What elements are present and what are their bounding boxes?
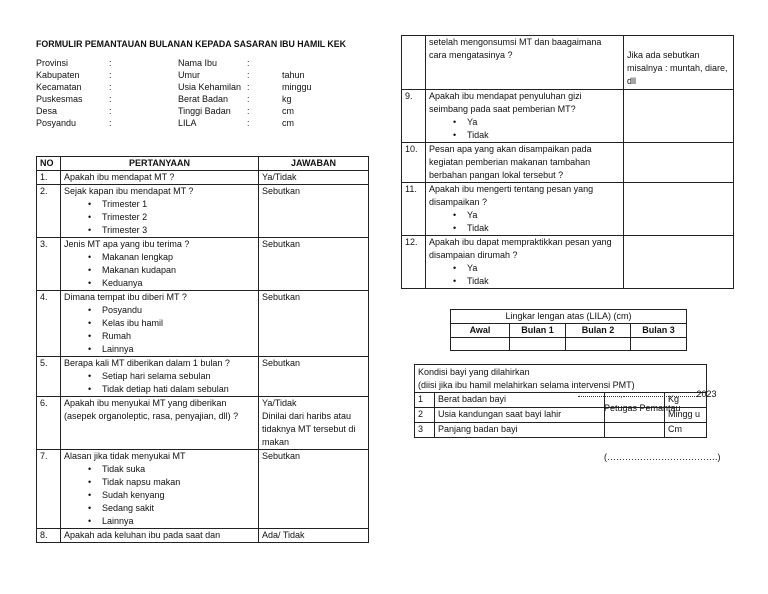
table-row (37, 238, 369, 291)
baby-value-cell[interactable] (605, 423, 665, 438)
question-text: Pesan apa yang akan disampaikan pada kegiatan pemberian makanan tambahan berbahan pangan lokal tersebut ? (429, 144, 592, 180)
answer-cell[interactable] (259, 238, 369, 291)
table-row (402, 143, 734, 183)
question-text: Alasan jika tidak menyukai MT (64, 451, 186, 461)
option-list (64, 370, 255, 396)
row-number: 2. (37, 185, 61, 238)
table-row (402, 183, 734, 236)
option-item: • Trimester 3 (88, 224, 255, 237)
baby-title-line1: Kondisi bayi yang dilahirkan (418, 367, 530, 377)
table-row (37, 397, 369, 450)
answer-cell[interactable] (259, 529, 369, 543)
row-number: 3 (415, 423, 435, 438)
identity-row (36, 81, 156, 93)
option-item: • Ya (453, 209, 620, 222)
lila-title-row (451, 310, 687, 324)
identity-row (36, 93, 156, 105)
table-row (402, 90, 734, 143)
answer-text: Sebutkan (262, 292, 301, 302)
question-cell (426, 183, 624, 236)
identity-row (36, 69, 156, 81)
answer-cell[interactable] (259, 397, 369, 450)
identity-colon: : (247, 118, 250, 128)
answer-cell[interactable] (259, 450, 369, 529)
identity-unit: kg (282, 94, 292, 104)
question-cell (61, 529, 259, 543)
option-item: • Rumah (88, 330, 255, 343)
identity-label: Puskesmas (36, 94, 83, 104)
table-row (37, 291, 369, 357)
baby-unit: Cm (665, 423, 707, 438)
identity-row (36, 105, 156, 117)
answer-cell[interactable] (259, 291, 369, 357)
identity-colon: : (247, 94, 250, 104)
option-item: • Keduanya (88, 277, 255, 290)
identity-colon: : (109, 94, 112, 104)
identity-label: Provinsi (36, 58, 69, 68)
question-text: Berapa kali MT diberikan dalam 1 bulan ? (64, 358, 230, 368)
identity-row (36, 57, 156, 69)
answer-cell[interactable] (259, 171, 369, 185)
table-row (37, 529, 369, 543)
identity-colon: : (109, 82, 112, 92)
lila-header: Bulan 3 (631, 324, 687, 338)
table-row (37, 357, 369, 397)
row-number: 12. (402, 236, 426, 289)
option-item: • Tidak napsu makan (88, 476, 255, 489)
identity-label: Kecamatan (36, 82, 82, 92)
lila-header: Bulan 1 (510, 324, 566, 338)
row-number: 9. (402, 90, 426, 143)
option-item: • Tidak detiap hati dalam sebulan (88, 383, 255, 396)
question-cell (61, 238, 259, 291)
question-table-left (36, 156, 369, 543)
identity-row (178, 81, 338, 93)
question-cell (426, 90, 624, 143)
identity-label: Tinggi Badan (178, 106, 231, 116)
question-text: Apakah ibu mendapat penyuluhan gizi seimbang pada saat pemberian MT? (429, 91, 582, 114)
option-item: • Tidak (453, 275, 620, 288)
answer-cell[interactable] (624, 90, 734, 143)
option-list (64, 251, 255, 290)
table-header-row (37, 157, 369, 171)
answer-text: Sebutkan (262, 451, 301, 461)
option-item: • Lainnya (88, 343, 255, 356)
lila-title: Lingkar lengan atas (LILA) (cm) (451, 310, 687, 324)
identity-unit: cm (282, 106, 294, 116)
answer-text: Sebutkan (262, 358, 301, 368)
question-text: Sejak kapan ibu mendapat MT ? (64, 186, 194, 196)
option-item: • Posyandu (88, 304, 255, 317)
table-row (37, 171, 369, 185)
identity-label: Nama Ibu (178, 58, 218, 68)
identity-row (178, 117, 338, 129)
answer-cell[interactable] (624, 183, 734, 236)
answer-text: Ya/Tidak (262, 172, 297, 182)
table-row (415, 423, 707, 438)
signature-name-line[interactable]: (……………………………….) (604, 452, 721, 462)
header-no: NO (37, 157, 61, 171)
question-text: Apakah ada keluhan ibu pada saat dan (64, 530, 221, 540)
row-number: 8. (37, 529, 61, 543)
question-cell (61, 357, 259, 397)
lila-cell[interactable] (451, 338, 510, 351)
identity-colon: : (109, 70, 112, 80)
question-cell (61, 397, 259, 450)
question-text: Apakah ibu mendapat MT ? (64, 172, 175, 182)
header-answer: JAWABAN (259, 157, 369, 171)
identity-unit: cm (282, 118, 294, 128)
identity-colon: : (109, 106, 112, 116)
identity-unit: minggu (282, 82, 312, 92)
lila-cell[interactable] (566, 338, 631, 351)
option-item: • Makanan lengkap (88, 251, 255, 264)
option-item: • Trimester 1 (88, 198, 255, 211)
option-item: • Makanan kudapan (88, 264, 255, 277)
option-list (429, 116, 620, 142)
question-text: setelah mengonsumsi MT dan baagaimana cara mengatasinya ? (426, 36, 624, 90)
lila-header: Bulan 2 (566, 324, 631, 338)
question-text: Jenis MT apa yang ibu terima ? (64, 239, 190, 249)
option-item: • Sedang sakit (88, 502, 255, 515)
question-table-right (401, 35, 734, 289)
option-item: • Sudah kenyang (88, 489, 255, 502)
option-item: • Trimester 2 (88, 211, 255, 224)
question-cell (61, 450, 259, 529)
identity-label: LILA (178, 118, 197, 128)
row-number: 10. (402, 143, 426, 183)
option-list (64, 463, 255, 528)
row-number (402, 36, 426, 90)
answer-text: Sebutkan (262, 186, 301, 196)
signature-role: Petugas Pemantau (604, 403, 681, 413)
identity-colon: : (109, 118, 112, 128)
lila-header-row (451, 324, 687, 338)
identity-row (36, 117, 156, 129)
option-item: • Setiap hari selama sebulan (88, 370, 255, 383)
option-list (429, 262, 620, 288)
table-row (402, 36, 734, 90)
option-list (429, 209, 620, 235)
option-list (64, 198, 255, 237)
baby-unit: Kg (665, 393, 707, 408)
option-item: • Tidak (453, 129, 620, 142)
identity-colon: : (247, 82, 250, 92)
baby-unit: Mingg u (665, 408, 707, 423)
table-row (37, 450, 369, 529)
answer-cell[interactable] (624, 236, 734, 289)
row-number: 6. (37, 397, 61, 450)
answer-cell[interactable] (259, 185, 369, 238)
baby-label: Usia kandungan saat bayi lahir (435, 408, 605, 423)
identity-label: Usia Kehamilan (178, 82, 242, 92)
row-number: 11. (402, 183, 426, 236)
baby-label: Panjang badan bayi (435, 423, 605, 438)
identity-left (36, 57, 156, 129)
question-text: Dimana tempat ibu diberi MT ? (64, 292, 187, 302)
question-text: Apakah ibu dapat mempraktikkan pesan yang disampaian dirumah ? (429, 237, 612, 260)
answer-note: Dinilai dari haribs atau tidaknya MT tersebut di makan (262, 411, 356, 447)
identity-colon: : (109, 58, 112, 68)
answer-text: Jika ada sebutkan misalnya : muntah, diare, dll (624, 36, 734, 90)
identity-right (178, 57, 338, 129)
lila-table (450, 309, 687, 351)
identity-row (178, 93, 338, 105)
identity-row (178, 105, 338, 117)
option-item: • Tidak (453, 222, 620, 235)
row-number: 7. (37, 450, 61, 529)
answer-text: Ada/ Tidak (262, 530, 305, 540)
answer-text: Ya/Tidak (262, 398, 297, 408)
lila-cell[interactable] (510, 338, 566, 351)
lila-value-row (451, 338, 687, 351)
identity-label: Desa (36, 106, 58, 116)
page-title: FORMULIR PEMANTAUAN BULANAN KEPADA SASARAN IBU HAMIL KEK (36, 39, 346, 49)
row-number: 3. (37, 238, 61, 291)
table-row (402, 236, 734, 289)
header-question: PERTANYAAN (61, 157, 259, 171)
signature-date-line[interactable] (578, 388, 717, 401)
question-text: Apakah ibu menyukai MT yang diberikan (asepek organoleptic, rasa, penyajian, dll) ? (64, 398, 239, 421)
identity-row (178, 69, 338, 81)
identity-label: Berat Badan (178, 94, 229, 104)
option-item: • Kelas ibu hamil (88, 317, 255, 330)
baby-title-line2: (diisi jika ibu hamil melahirkan selama intervensi PMT) (418, 380, 635, 390)
identity-row (178, 57, 338, 69)
row-number: 1 (415, 393, 435, 408)
option-item: • Tidak suka (88, 463, 255, 476)
answer-cell[interactable] (259, 357, 369, 397)
lila-header: Awal (451, 324, 510, 338)
option-list (64, 304, 255, 356)
answer-cell[interactable] (624, 143, 734, 183)
date-separator: , (620, 389, 623, 399)
option-item: • Lainnya (88, 515, 255, 528)
question-cell (61, 171, 259, 185)
row-number: 4. (37, 291, 61, 357)
identity-label: Posyandu (36, 118, 77, 128)
baby-condition-table (414, 364, 707, 438)
lila-cell[interactable] (631, 338, 687, 351)
row-number: 1. (37, 171, 61, 185)
question-cell (61, 185, 259, 238)
signature-year: 2023 (696, 389, 717, 399)
identity-colon: : (247, 70, 250, 80)
answer-text: Sebutkan (262, 239, 301, 249)
option-item: • Ya (453, 116, 620, 129)
baby-label: Berat badan bayi (435, 393, 605, 408)
identity-colon: : (247, 58, 250, 68)
option-item: • Ya (453, 262, 620, 275)
identity-label: Kabupaten (36, 70, 80, 80)
identity-colon: : (247, 106, 250, 116)
question-cell (426, 236, 624, 289)
table-row (37, 185, 369, 238)
identity-label: Umur (178, 70, 200, 80)
row-number: 5. (37, 357, 61, 397)
question-cell (426, 143, 624, 183)
question-cell (61, 291, 259, 357)
row-number: 2 (415, 408, 435, 423)
identity-unit: tahun (282, 70, 305, 80)
question-text: Apakah ibu mengerti tentang pesan yang disampaikan ? (429, 184, 594, 207)
